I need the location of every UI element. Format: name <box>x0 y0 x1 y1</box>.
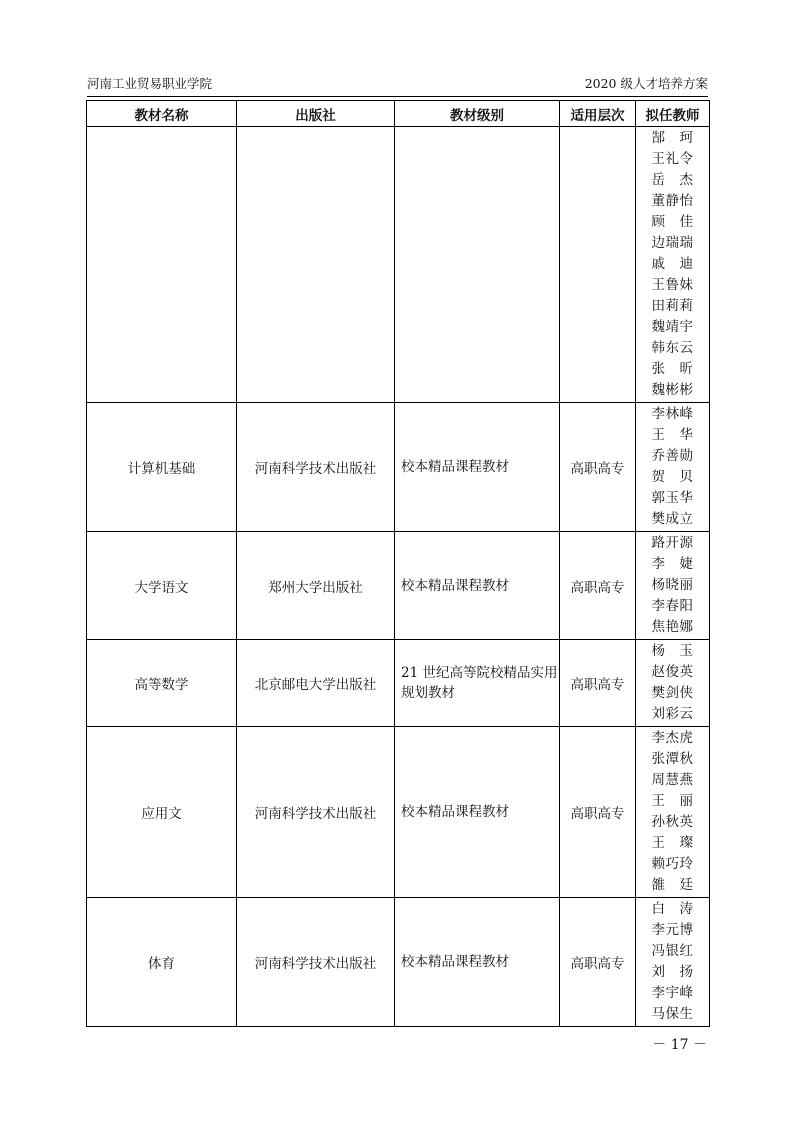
cell-textbook-name: 高等数学 <box>87 640 237 727</box>
teacher-name: 路开源 <box>651 535 694 551</box>
header-plan-title: 2020 级人才培养方案 <box>584 76 708 91</box>
table-row <box>87 403 710 532</box>
cell-textbook-level: 校本精品课程教材 <box>395 898 560 1027</box>
cell-applicable-tier: 高职高专 <box>560 640 636 727</box>
teacher-name: 魏彬彬 <box>651 382 694 398</box>
cell-publisher: 郑州大学出版社 <box>237 532 395 640</box>
page-number: － 17 － <box>652 1037 707 1053</box>
textbook-table <box>86 100 710 1027</box>
teacher-name: 樊剑侠 <box>651 685 694 701</box>
cell-teachers <box>636 403 710 532</box>
teacher-name: 李元博 <box>651 922 694 938</box>
teacher-name: 李杰虎 <box>651 730 694 746</box>
cell-applicable-tier: 高职高专 <box>560 727 636 898</box>
teacher-name: 刘 扬 <box>651 964 694 980</box>
cell-textbook-level <box>395 127 560 403</box>
teacher-name: 魏靖宇 <box>651 319 694 335</box>
teacher-name: 王鲁妹 <box>651 277 694 293</box>
cell-applicable-tier: 高职高专 <box>560 532 636 640</box>
teacher-name: 岳 杰 <box>651 172 694 188</box>
cell-teachers <box>636 898 710 1027</box>
cell-teachers <box>636 532 710 640</box>
cell-textbook-name: 计算机基础 <box>87 403 237 532</box>
teacher-name: 白 涛 <box>651 901 694 917</box>
cell-textbook-name <box>87 127 237 403</box>
teacher-name: 雒 廷 <box>651 877 694 893</box>
teacher-name: 田莉莉 <box>651 298 694 314</box>
cell-textbook-level: 校本精品课程教材 <box>395 727 560 898</box>
teacher-name: 王 华 <box>651 427 694 443</box>
cell-applicable-tier <box>560 127 636 403</box>
cell-applicable-tier: 高职高专 <box>560 898 636 1027</box>
teacher-name: 李 婕 <box>651 556 694 572</box>
teacher-name: 周慧燕 <box>651 772 694 788</box>
cell-teachers <box>636 640 710 727</box>
table-header-row <box>87 101 710 127</box>
teacher-name: 焦艳娜 <box>651 619 694 635</box>
column-header-textbook-level: 教材级别 <box>395 101 560 127</box>
table-row <box>87 640 710 727</box>
teacher-name: 冯银红 <box>651 943 694 959</box>
teacher-name: 杨 玉 <box>651 643 694 659</box>
column-header-publisher: 出版社 <box>237 101 395 127</box>
table-row <box>87 127 710 403</box>
table-row <box>87 727 710 898</box>
teacher-name: 边瑞瑞 <box>651 235 694 251</box>
teacher-name: 杨晓丽 <box>651 577 694 593</box>
column-header-textbook-name: 教材名称 <box>87 101 237 127</box>
cell-publisher <box>237 127 395 403</box>
teacher-name: 赵俊英 <box>651 664 694 680</box>
cell-textbook-level: 校本精品课程教材 <box>395 532 560 640</box>
teacher-name: 张潭秋 <box>651 751 694 767</box>
teacher-name: 王 璨 <box>651 835 694 851</box>
teacher-name: 顾 佳 <box>651 214 694 230</box>
cell-publisher: 河南科学技术出版社 <box>237 898 395 1027</box>
teacher-name: 李宇峰 <box>651 985 694 1001</box>
teacher-name: 张 昕 <box>651 361 694 377</box>
teacher-name: 孙秋英 <box>651 814 694 830</box>
table-row <box>87 898 710 1027</box>
teacher-name: 韩东云 <box>651 340 694 356</box>
cell-publisher: 河南科学技术出版社 <box>237 727 395 898</box>
cell-publisher: 北京邮电大学出版社 <box>237 640 395 727</box>
teacher-name: 贺 贝 <box>651 469 694 485</box>
teacher-name: 樊成立 <box>651 511 694 527</box>
cell-textbook-name: 大学语文 <box>87 532 237 640</box>
teacher-name: 李林峰 <box>651 406 694 422</box>
cell-textbook-name: 应用文 <box>87 727 237 898</box>
cell-applicable-tier: 高职高专 <box>560 403 636 532</box>
teacher-name: 郜 珂 <box>651 130 694 146</box>
teacher-name: 马保生 <box>651 1006 694 1022</box>
column-header-teachers: 拟任教师 <box>636 101 710 127</box>
teacher-name: 赖巧玲 <box>651 856 694 872</box>
header-rule <box>87 96 708 97</box>
cell-textbook-name: 体育 <box>87 898 237 1027</box>
cell-teachers <box>636 127 710 403</box>
teacher-name: 刘彩云 <box>651 706 694 722</box>
teacher-name: 王礼令 <box>651 151 694 167</box>
cell-textbook-level: 21 世纪高等院校精品实用规划教材 <box>395 640 560 727</box>
cell-textbook-level: 校本精品课程教材 <box>395 403 560 532</box>
cell-publisher: 河南科学技术出版社 <box>237 403 395 532</box>
teacher-name: 郭玉华 <box>651 490 694 506</box>
teacher-name: 李春阳 <box>651 598 694 614</box>
teacher-name: 董静怡 <box>651 193 694 209</box>
page-header <box>87 74 708 94</box>
teacher-name: 王 丽 <box>651 793 694 809</box>
header-school-name: 河南工业贸易职业学院 <box>87 76 213 91</box>
column-header-applicable-tier: 适用层次 <box>560 101 636 127</box>
cell-teachers <box>636 727 710 898</box>
teacher-name: 乔善勋 <box>651 448 694 464</box>
table-row <box>87 532 710 640</box>
teacher-name: 戚 迪 <box>651 256 694 272</box>
